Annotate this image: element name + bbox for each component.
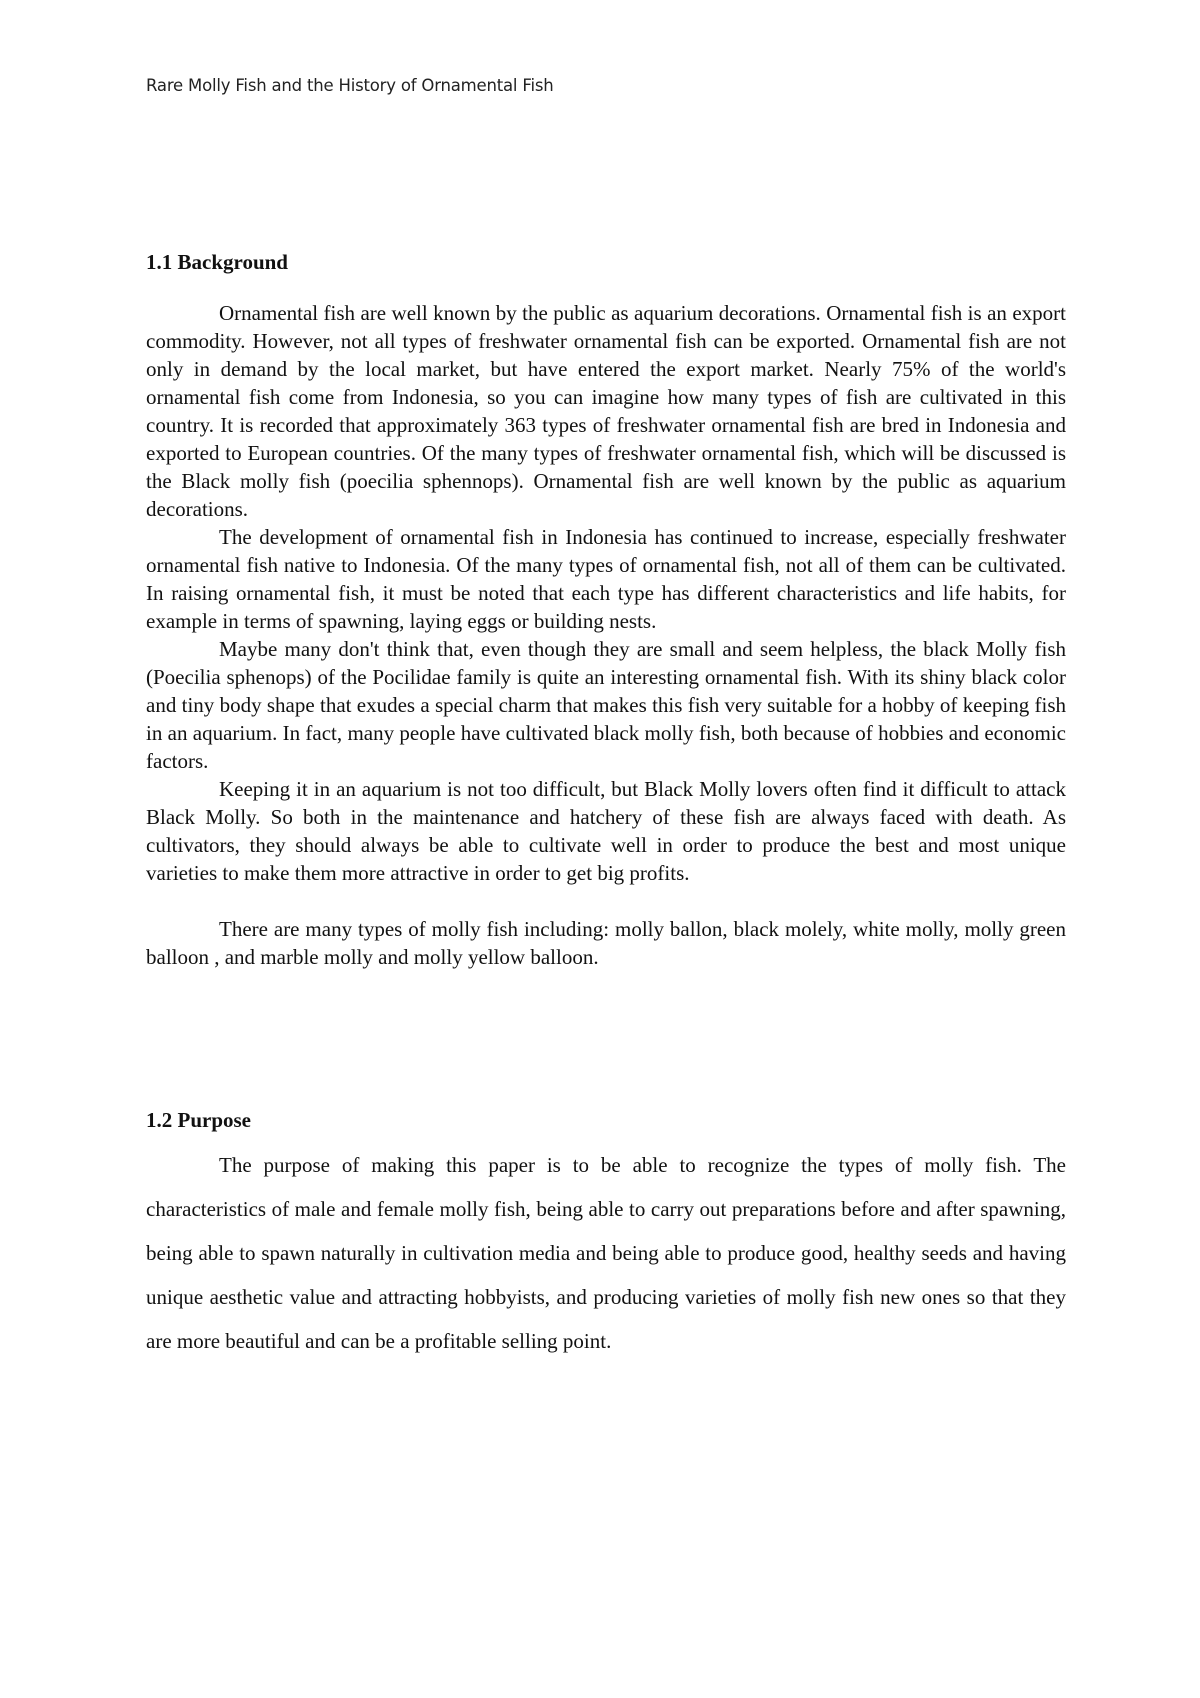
background-paragraph-2: The development of ornamental fish in Indonesia has continued to increase, especially freshwater ornamental fish native to Indonesia. Of the many types of ornamental fish, not all of them can be cultivated. In raising ornamental fish, it must be noted that each type has different characteristics and life habits, for example in terms of spawning, laying eggs or building nests. — [146, 525, 1066, 633]
molly-types-paragraph: There are many types of molly fish including: molly ballon, black molely, white molly, molly green balloon , and marble molly and molly yellow balloon. — [146, 917, 1066, 969]
purpose-paragraph: The purpose of making this paper is to be able to recognize the types of molly fish. The characteristics of male and female molly fish, being able to carry out preparations before and after spawning, being able to spawn naturally in cultivation media and being able to produce good, healthy seeds and having unique aesthetic value and attracting hobbyists, and producing varieties of molly fish new ones so that they are more beautiful and can be a profitable selling point. — [146, 1153, 1066, 1353]
background-heading: 1.1 Background — [146, 250, 288, 274]
purpose-section — [146, 1108, 1066, 1363]
background-section — [146, 250, 1066, 971]
background-paragraph-3: Maybe many don't think that, even though they are small and seem helpless, the black Molly fish (Poecilia sphenops) of the Pocilidae family is quite an interesting ornamental fish. With its shiny black color and tiny body shape that exudes a special charm that makes this fish very suitable for a hobby of keeping fish in an aquarium. In fact, many people have cultivated black molly fish, both because of hobbies and economic factors. — [146, 637, 1066, 773]
purpose-heading: 1.2 Purpose — [146, 1108, 251, 1132]
running-header: Rare Molly Fish and the History of Ornamental Fish — [146, 76, 554, 95]
background-paragraph-1: Ornamental fish are well known by the public as aquarium decorations. Ornamental fish is an export commodity. However, not all types of freshwater ornamental fish can be exported. Ornamental fish are not only in demand by the local market, but have entered the export market. Nearly 75% of the world's ornamental fish come from Indonesia, so you can imagine how many types of fish are cultivated in this country. It is recorded that approximately 363 types of freshwater ornamental fish are bred in Indonesia and exported to European countries. Of the many types of freshwater ornamental fish, which will be discussed is the Black molly fish (poecilia sphennops). Ornamental fish are well known by the public as aquarium decorations. — [146, 301, 1066, 521]
background-paragraph-4: Keeping it in an aquarium is not too difficult, but Black Molly lovers often find it difficult to attack Black Molly. So both in the maintenance and hatchery of these fish are always faced with death. As cultivators, they should always be able to cultivate well in order to produce the best and most unique varieties to make them more attractive in order to get big profits. — [146, 777, 1066, 885]
